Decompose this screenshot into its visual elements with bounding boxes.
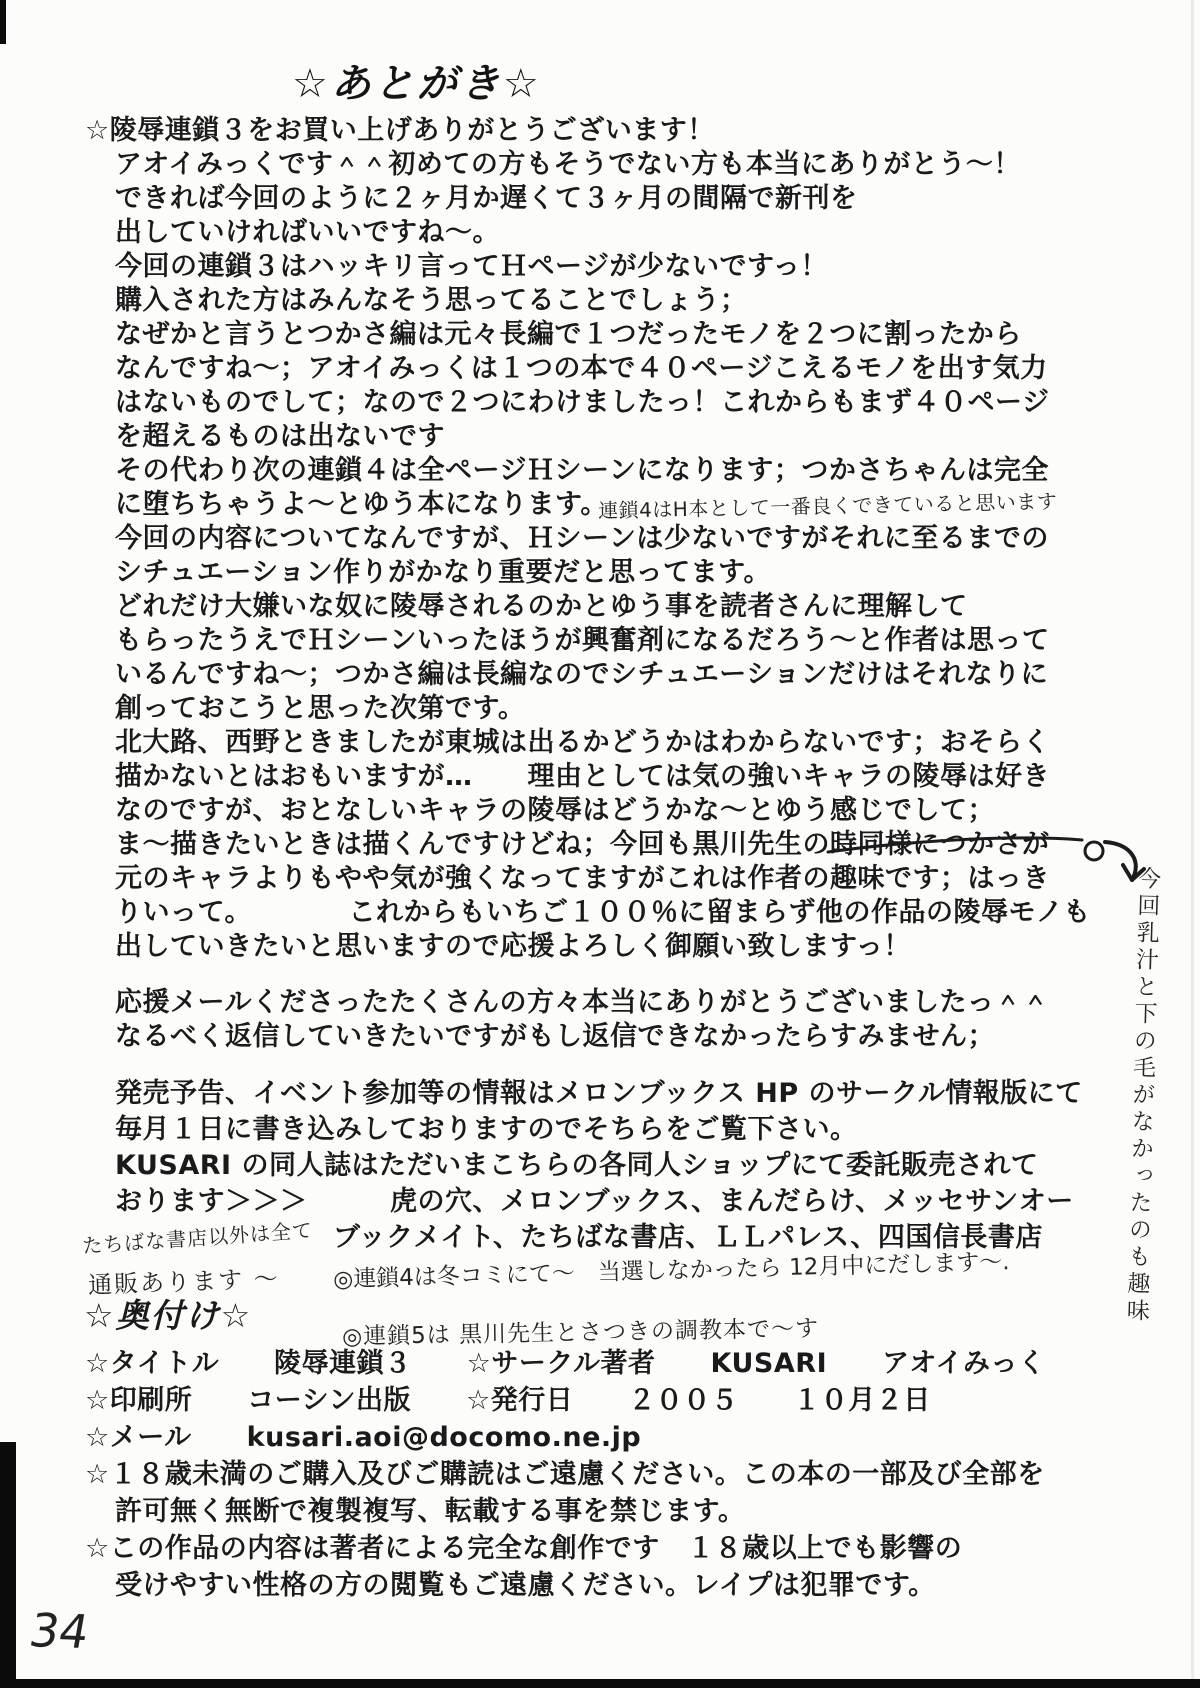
body-line: 今回の連鎖３はハッキリ言ってＨページが少ないですっ！ xyxy=(115,251,828,282)
colophon xyxy=(85,1345,1046,1604)
info-line: 毎月１日に書き込みしておりますのでそちらをご覧下さい。 xyxy=(115,1114,858,1145)
scan-artifact xyxy=(0,1442,16,1688)
handwritten-shops-note-2: 通販あります ～ xyxy=(87,1264,281,1300)
scan-artifact xyxy=(0,1679,1200,1688)
body-line: はないものでして；なので２つにわけましたっ！これからもまず４０ページ xyxy=(115,387,1050,418)
body-line: なぜかと言うとつかさ編は元々長編で１つだったモノを２つに割ったから xyxy=(115,319,1022,350)
body-line: 北大路、西野ときましたが東城は出るかどうかはわからないです；おそらく xyxy=(115,727,1050,758)
body-line: 出していきたいと思いますので応援よろしく御願い致しますっ！ xyxy=(115,931,911,962)
body-line: できれば今回のように２ヶ月か遅くて３ヶ月の間隔で新刊を xyxy=(115,183,858,214)
body-line: どれだけ大嫌いな奴に陵辱されるのかとゆう事を読者さんに理解して xyxy=(115,591,968,622)
scan-artifact xyxy=(0,0,6,44)
colophon-line: ☆メール kusari.aoi@docomo.ne.jp xyxy=(85,1422,642,1453)
colophon-line: ☆印刷所 コーシン出版 ☆発行日 ２００５ １０月２日 xyxy=(85,1385,931,1416)
body-line: もらったうえでＨシーンいったほうが興奮剤になるだろう～と作者は思って xyxy=(115,625,1050,656)
handwritten-vertical-margin-note: 今回乳汁と下の毛がなかったのも趣味 xyxy=(1122,865,1161,1326)
info-line: ブックメイト、たちばな書店、ＬＬパレス、四国信長書店 xyxy=(333,1222,1043,1253)
colophon-heading: ☆奥付け☆ xyxy=(84,1296,253,1335)
body-line: シチュエーション作りがかなり重要だと思ってます。 xyxy=(115,557,771,588)
colophon-line: ☆この作品の内容は著者による完全な創作です １８歳以上でも影響の xyxy=(85,1533,963,1564)
thanks-paragraph xyxy=(85,986,1049,1054)
colophon-line: 受けやすい性格の方の閲覧もご遠慮ください。レイプは犯罪です。 xyxy=(115,1570,936,1601)
info-line: KUSARI の同人誌はただいまこちらの各同人ショップにて委託販売されて xyxy=(115,1150,1039,1181)
info-line: 発売予告、イベント参加等の情報はメロンブックス HP のサークル情報版にて xyxy=(115,1078,1083,1109)
body-line: を超えるものは出ないです xyxy=(115,421,445,452)
body-line: アオイみっくです＾＾初めての方もそうでない方も本当にありがとう～！ xyxy=(115,149,1021,180)
page-title: ☆あとがき☆ xyxy=(292,61,542,107)
body-line: 今回の内容についてなんですが、Ｈシーンは少ないですがそれに至るまでの xyxy=(115,523,1049,554)
body-line: なんですね～；アオイみっくは１つの本で４０ページこえるモノを出す気力 xyxy=(115,353,1048,384)
thanks-line: 応援メールくださったたくさんの方々本当にありがとうございましたっ＾＾ xyxy=(115,987,1050,1018)
body-line: 描かないとはおもいますが… 理由としては気の強いキャラの陵辱は好き xyxy=(115,761,1050,792)
body-line: いるんですね～；つかさ編は長編なのでシチュエーションだけはそれなりに xyxy=(115,659,1049,690)
colophon-line: 許可無く無断で複製複写、転載する事を禁じます。 xyxy=(115,1496,746,1527)
handwritten-event-note: ◎連鎖4は冬コミにて～ 当選しなかったら 12月中にだします～. xyxy=(332,1249,1010,1293)
scan-artifact xyxy=(1191,0,1194,1688)
body-line: 出していければいいですね～。 xyxy=(115,217,500,248)
body-line: 購入された方はみんなそう思ってることでしょう； xyxy=(115,285,748,316)
body-line: 元のキャラよりもやや気が強くなってますがこれは作者の趣味です；はっき xyxy=(115,863,1050,894)
thanks-line: なるべく返信していきたいですがもし返信できなかったらすみません； xyxy=(115,1021,995,1052)
body-line: りいって。 これからもいちご１００％に留まらず他の作品の陵辱モノも xyxy=(115,897,1091,928)
body-line: 創っておこうと思った次第です。 xyxy=(115,693,526,724)
body-line: ☆陵辱連鎖３をお買い上げありがとうございます！ xyxy=(85,115,715,146)
body-line: その代わり次の連鎖４は全ページＨシーンになります；つかさちゃんは完全 xyxy=(115,455,1049,486)
arrow-annotation xyxy=(810,818,1160,913)
body-line: に堕ちちゃうよ～とゆう本になります。 xyxy=(115,489,608,520)
body-line: なのですが、おとなしいキャラの陵辱はどうかな～とゆう感じでして； xyxy=(115,795,995,826)
body-line: ま～描きたいときは描くんですけどね；今回も黒川先生の時同様につかさが xyxy=(115,829,1050,860)
handwritten-inline-note: 連鎖4はH本として一番良くできていると思います xyxy=(597,489,1058,523)
info-line: おります＞＞＞ 虎の穴、メロンブックス、まんだらけ、メッセサンオー xyxy=(115,1186,1074,1217)
page-number: 34 xyxy=(25,1602,94,1660)
handwritten-shops-note-1: たちばな書店以外は全て xyxy=(81,1217,314,1259)
handwritten-sequel-note: ◎連鎖5は 黒川先生とさつきの調教本で～す xyxy=(341,1315,820,1351)
colophon-line: ☆タイトル 陵辱連鎖３ ☆サークル著者 KUSARI アオイみっく xyxy=(85,1348,1046,1379)
colophon-line: ☆１８歳未満のご購入及びご購読はご遠慮ください。この本の一部及び全部を xyxy=(85,1459,1045,1490)
